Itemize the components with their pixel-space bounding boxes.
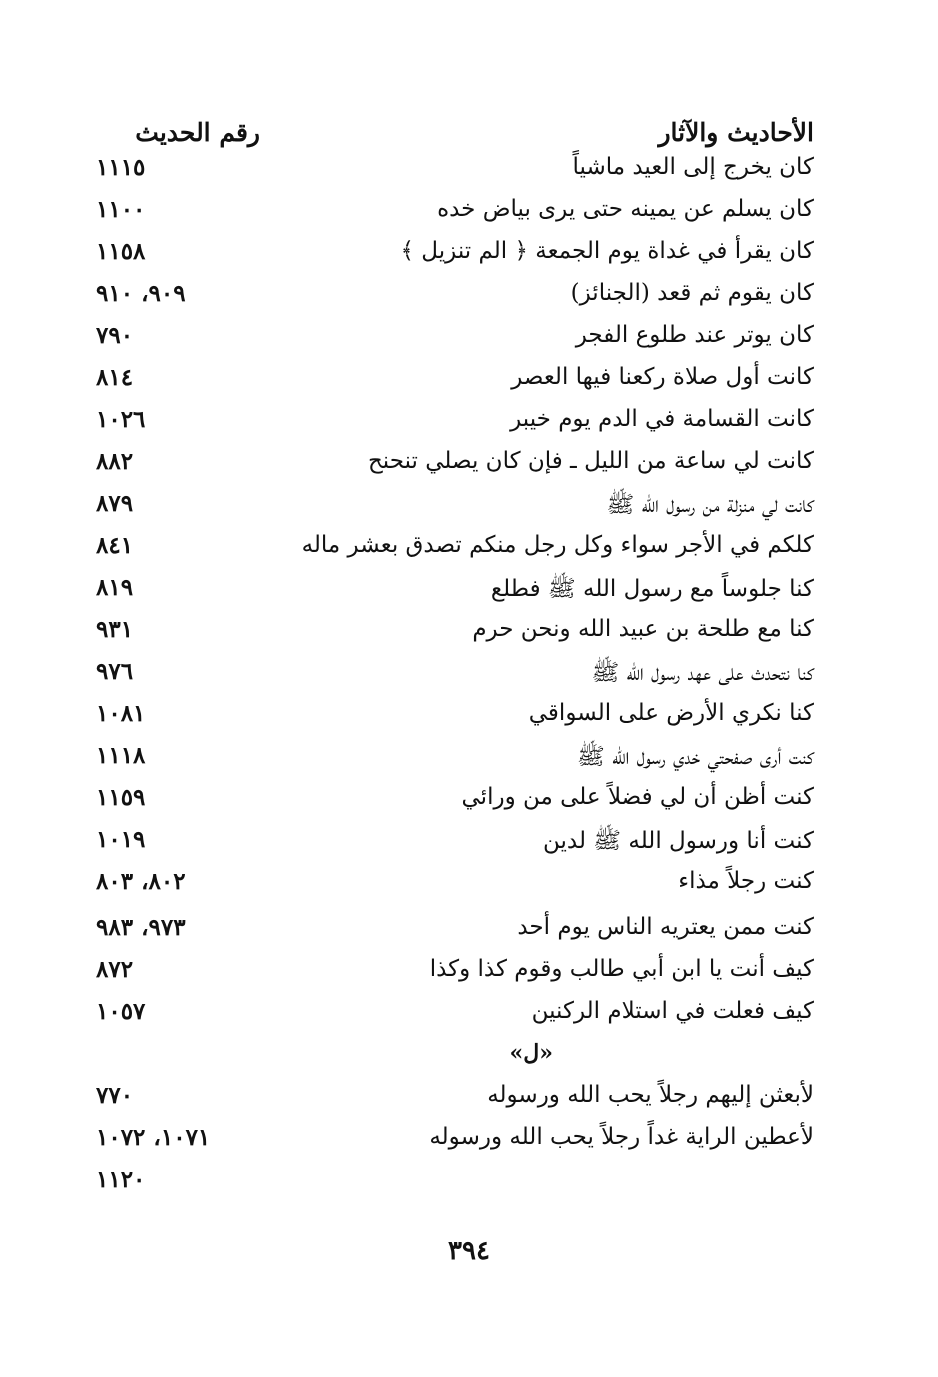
- hadith-number: ١٠٧١، ١٠٧٢: [96, 1124, 211, 1151]
- list-item: [0, 152, 938, 194]
- list-item: [0, 1080, 938, 1122]
- hadith-number: ٩٣١: [96, 616, 134, 643]
- hadith-text: كانت لي منزلة من رسول الله ﷺ: [606, 492, 814, 518]
- list-item: [0, 488, 938, 530]
- hadith-text: كنت أظن أن لي فضلاً على من ورائي: [461, 784, 814, 810]
- hadith-number: ٨٧٩: [96, 490, 134, 517]
- hadith-text: كان يقرأ في غداة يوم الجمعة ﴿ الم تنزيل ﴾: [400, 238, 814, 264]
- list-item: [0, 236, 938, 278]
- hadith-number: ١٠٨١: [96, 700, 146, 727]
- list-item: [0, 912, 938, 954]
- hadith-number: ١١١٨: [96, 742, 146, 769]
- list-item: [0, 824, 938, 866]
- list-item: [0, 572, 938, 614]
- hadith-number: ٧٩٠: [96, 322, 134, 349]
- list-item: [0, 1122, 938, 1164]
- hadith-text: كنت أنا ورسول الله ﷺ لدين: [542, 828, 814, 854]
- hadith-number: ١١١٥: [96, 154, 146, 181]
- hadith-number: ٨٠٢، ٨٠٣: [96, 868, 186, 895]
- list-item: [0, 1164, 938, 1206]
- list-item: [0, 782, 938, 824]
- list-item: [0, 740, 938, 782]
- hadith-number: ١٠٥٧: [96, 998, 146, 1025]
- hadith-text: كان يسلم عن يمينه حتى يرى بياض خده: [437, 196, 814, 222]
- list-item: [0, 278, 938, 320]
- hadith-text: كنا نكري الأرض على السواقي: [528, 700, 814, 726]
- hadith-number-column-header: رقم الحديث: [135, 118, 260, 147]
- page-number: ٣٩٤: [448, 1236, 490, 1266]
- hadith-text: كنت ممن يعتريه الناس يوم أحد: [517, 914, 814, 940]
- hadith-text: كان يوتر عند طلوع الفجر: [575, 322, 814, 348]
- hadith-text: كان يخرج إلى العيد ماشياً: [572, 154, 814, 180]
- hadith-number: ٨١٤: [96, 364, 134, 391]
- hadith-number: ٩٧٣، ٩٨٣: [96, 914, 186, 941]
- hadith-text: كيف فعلت في استلام الركنين: [531, 998, 814, 1024]
- hadith-number: ٨١٩: [96, 574, 134, 601]
- hadith-number: ١١٥٩: [96, 784, 146, 811]
- list-item: [0, 194, 938, 236]
- list-item: [0, 996, 938, 1038]
- hadith-number: ٨٤١: [96, 532, 134, 559]
- hadith-column-header: الأحاديث والآثار: [658, 118, 814, 147]
- section-divider: [0, 1038, 938, 1080]
- list-item: [0, 656, 938, 698]
- hadith-text: كان يقوم ثم قعد (الجنائز): [570, 280, 814, 306]
- hadith-text: كنت رجلاً مذاء: [678, 868, 814, 894]
- hadith-text: كنت أرى صفحتي خدي رسول الله ﷺ: [577, 744, 814, 770]
- list-item: [0, 614, 938, 656]
- hadith-text: لأعطين الراية غداً رجلاً يحب الله ورسوله: [429, 1124, 814, 1150]
- hadith-text: كانت أول صلاة ركعنا فيها العصر: [511, 364, 814, 390]
- list-item: [0, 446, 938, 488]
- hadith-number: ٨٧٢: [96, 956, 134, 983]
- hadith-number: ٧٧٠: [96, 1082, 134, 1109]
- hadith-number: ١٠١٩: [96, 826, 146, 853]
- hadith-text: كانت لي ساعة من الليل ـ فإن كان يصلي تنحنح: [367, 448, 814, 474]
- hadith-text: لأبعثن إليهم رجلاً يحب الله ورسوله: [487, 1082, 814, 1108]
- list-item: [0, 866, 938, 912]
- index-list: [0, 152, 938, 1206]
- hadith-number: ٩٠٩، ٩١٠: [96, 280, 186, 307]
- list-item: [0, 404, 938, 446]
- hadith-text: كلكم في الأجر سواء وكل رجل منكم تصدق بعشر ماله: [301, 532, 814, 558]
- list-item: [0, 698, 938, 740]
- list-item: [0, 954, 938, 996]
- hadith-text: كنا جلوساً مع رسول الله ﷺ فطلع: [490, 576, 814, 602]
- hadith-number: ١١٥٨: [96, 238, 146, 265]
- hadith-text: كنا مع طلحة بن عبيد الله ونحن حرم: [472, 616, 814, 642]
- hadith-text: كانت القسامة في الدم يوم خيبر: [510, 406, 814, 432]
- hadith-number: ٨٨٢: [96, 448, 134, 475]
- list-item: [0, 530, 938, 572]
- hadith-number: ٩٧٦: [96, 658, 134, 685]
- list-item: [0, 362, 938, 404]
- section-letter-heading: «ل»: [509, 1040, 553, 1066]
- hadith-text: كنا نتحدث على عهد رسول الله ﷺ: [591, 660, 814, 686]
- hadith-number: ١١٢٠: [96, 1166, 146, 1193]
- hadith-number: ١١٠٠: [96, 196, 146, 223]
- hadith-number: ١٠٢٦: [96, 406, 146, 433]
- list-item: [0, 320, 938, 362]
- hadith-text: كيف أنت يا ابن أبي طالب وقوم كذا وكذا: [429, 956, 814, 982]
